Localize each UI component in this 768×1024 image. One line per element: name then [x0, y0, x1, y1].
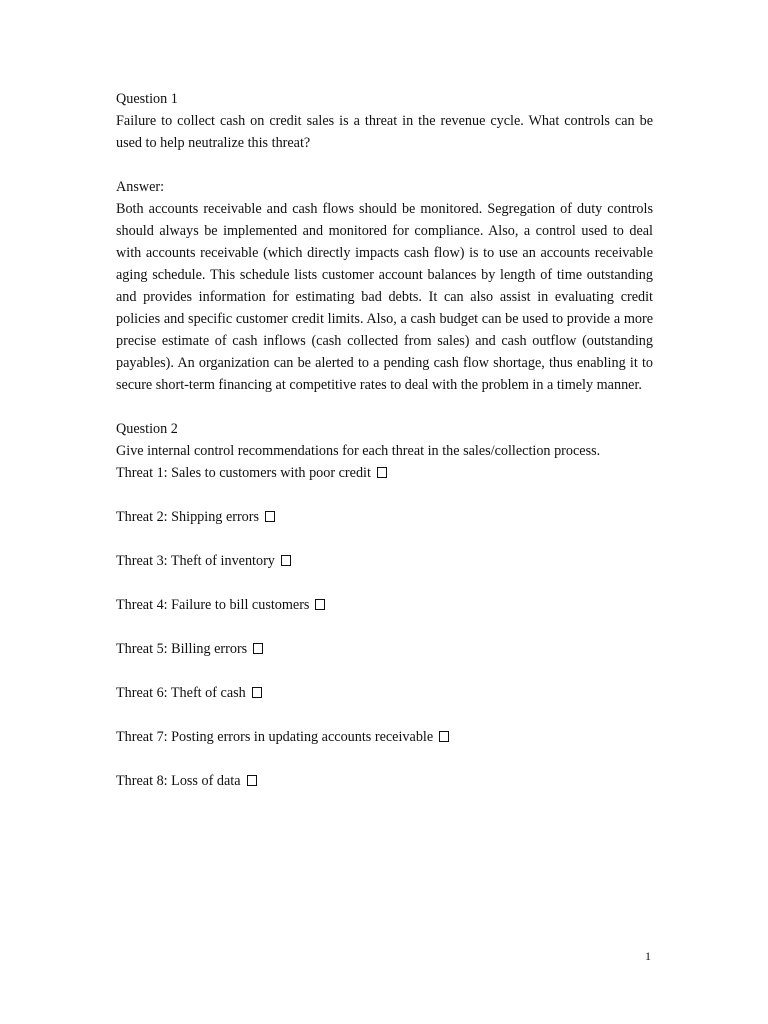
checkbox-glyph-icon — [439, 731, 449, 742]
threat-text: Threat 1: Sales to customers with poor credit — [116, 465, 371, 481]
checkbox-glyph-icon — [281, 555, 291, 566]
threat-text: Threat 7: Posting errors in updating accounts receivable — [116, 729, 434, 745]
threat-text: Threat 8: Loss of data — [116, 773, 241, 789]
checkbox-glyph-icon — [377, 467, 387, 478]
threat-item — [116, 506, 653, 528]
checkbox-glyph-icon — [265, 511, 275, 522]
answer-body: Both accounts receivable and cash flows should be monitored. Segregation of duty controls should always be implemented and monitored for compliance. Also, a control used to deal with accounts receivable (which directly impacts cash flow) is to use an accounts receivable aging schedule. This schedule lists customer account balances by length of time outstanding and provides information for estimating bad debts. It can also assist in evaluating credit policies and specific customer credit limits. Also, a cash budget can be used to provide a more precise estimate of cash inflows (cash collected from sales) and cash outflow (outstanding payables). An organization can be alerted to a pending cash flow shortage, thus enabling it to secure short-term financing at competitive rates to deal with the problem in a timely manner. — [116, 201, 653, 393]
spacer — [116, 154, 653, 176]
threat-text: Threat 4: Failure to bill customers — [116, 597, 310, 613]
page-number: 1 — [645, 949, 651, 963]
document-page — [116, 88, 653, 792]
threat-text: Threat 2: Shipping errors — [116, 509, 260, 525]
threat-item — [116, 682, 653, 704]
checkbox-glyph-icon — [253, 643, 263, 654]
checkbox-glyph-icon — [315, 599, 325, 610]
threat-item — [116, 726, 653, 748]
checkbox-glyph-icon — [252, 687, 262, 698]
question-1-prompt: Failure to collect cash on credit sales is a threat in the revenue cycle. What controls can be used to help neutralize this threat? — [116, 113, 653, 151]
spacer — [116, 396, 653, 418]
answer-heading: Answer: — [116, 179, 165, 195]
threat-text: Threat 5: Billing errors — [116, 641, 248, 657]
threat-text: Threat 6: Theft of cash — [116, 685, 246, 701]
threat-item — [116, 638, 653, 660]
threat-item — [116, 770, 653, 792]
threat-list — [116, 462, 653, 792]
question-2-prompt: Give internal control recommendations for each threat in the sales/collection process. — [116, 443, 601, 459]
threat-text: Threat 3: Theft of inventory — [116, 553, 275, 569]
threat-item — [116, 594, 653, 616]
question-2-heading: Question 2 — [116, 421, 178, 437]
question-1-heading: Question 1 — [116, 91, 178, 107]
threat-item — [116, 550, 653, 572]
threat-item — [116, 462, 653, 484]
checkbox-glyph-icon — [247, 775, 257, 786]
